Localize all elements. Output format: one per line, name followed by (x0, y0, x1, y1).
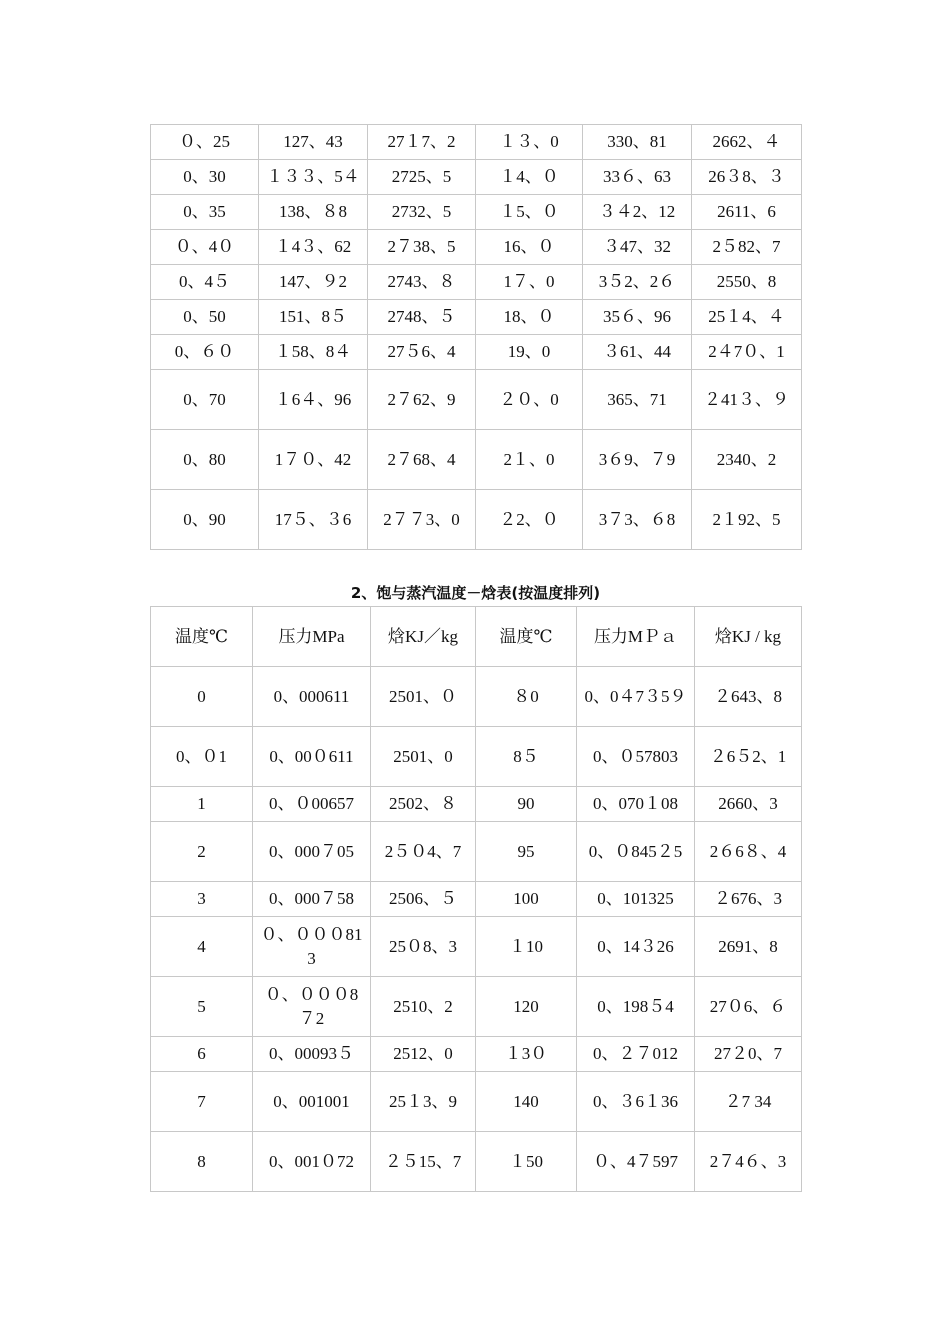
table-cell: 365、71 (583, 370, 692, 430)
table-cell: 27０6、６ (695, 977, 802, 1037)
table-cell: ０、０００813 (253, 917, 371, 977)
table-cell: １10 (476, 917, 577, 977)
table-cell: 0、000７05 (253, 822, 371, 882)
table-row (151, 160, 802, 195)
table-cell: 0、14３26 (577, 917, 695, 977)
table-cell: 2４7０、1 (692, 335, 802, 370)
table-row (151, 125, 802, 160)
table-cell: 0、０1 (151, 727, 253, 787)
table-cell: 3５2、2６ (583, 265, 692, 300)
table-cell: 90 (476, 787, 577, 822)
table-row (151, 195, 802, 230)
header-cell: 压力MＰａ (577, 607, 695, 667)
table-cell: 1 (151, 787, 253, 822)
table-row (151, 667, 802, 727)
table-cell: 0、198５4 (577, 977, 695, 1037)
table-cell: 2１92、5 (692, 490, 802, 550)
table-cell: 0、０57803 (577, 727, 695, 787)
table-cell: 100 (476, 882, 577, 917)
table-cell: ２５15、7 (371, 1132, 476, 1192)
table-cell: 0、50 (151, 300, 259, 335)
table-cell: 0、00093５ (253, 1037, 371, 1072)
table-cell: 0、00０611 (253, 727, 371, 787)
table-cell: ２6５2、1 (695, 727, 802, 787)
table-row (151, 300, 802, 335)
table-cell: 0、4５ (151, 265, 259, 300)
table-cell: 0、０00657 (253, 787, 371, 822)
table-cell: 330、81 (583, 125, 692, 160)
table-row (151, 430, 802, 490)
header-row (151, 607, 802, 667)
table-cell: ３４2、12 (583, 195, 692, 230)
saturated-steam-temperature-table (150, 606, 802, 1192)
table-cell: １4、０ (476, 160, 583, 195)
table-cell: 2506、５ (371, 882, 476, 917)
header-cell: 温度℃ (151, 607, 253, 667)
table-cell: 0、000７58 (253, 882, 371, 917)
table-cell: 3 (151, 882, 253, 917)
table-cell: 2501、0 (371, 727, 476, 787)
table-cell: 2７７3、0 (368, 490, 476, 550)
table-cell: 2743、８ (368, 265, 476, 300)
table-cell: ２643、8 (695, 667, 802, 727)
header-cell: 焓KJ／kg (371, 607, 476, 667)
table-cell: 25１4、４ (692, 300, 802, 335)
table-cell: 26３8、３ (692, 160, 802, 195)
table-cell: 2550、8 (692, 265, 802, 300)
table-row (151, 1132, 802, 1192)
table-cell: 17５、３6 (259, 490, 368, 550)
table-cell: 0 (151, 667, 253, 727)
table-cell: 2340、2 (692, 430, 802, 490)
table-row (151, 977, 802, 1037)
table-cell: 4 (151, 917, 253, 977)
table-row (151, 370, 802, 430)
table-cell: ２2、０ (476, 490, 583, 550)
table-cell: ２7 34 (695, 1072, 802, 1132)
header-cell: 焓KJ / kg (695, 607, 802, 667)
table-cell: 2660、3 (695, 787, 802, 822)
table-cell: 2１、0 (476, 430, 583, 490)
table-cell: 8 (151, 1132, 253, 1192)
table-row (151, 265, 802, 300)
table-row (151, 335, 802, 370)
table-cell: 140 (476, 1072, 577, 1132)
table-cell: 3７3、６8 (583, 490, 692, 550)
table-cell: 0、30 (151, 160, 259, 195)
table-cell: 2662、４ (692, 125, 802, 160)
table-row (151, 882, 802, 917)
table-cell: 19、0 (476, 335, 583, 370)
table-cell: １３、0 (476, 125, 583, 160)
table-cell: 2５82、7 (692, 230, 802, 265)
table-cell: １50 (476, 1132, 577, 1192)
table-cell: １5、０ (476, 195, 583, 230)
table-cell: ３47、32 (583, 230, 692, 265)
table-cell: ０、０００8７2 (253, 977, 371, 1037)
table-cell: 0、101325 (577, 882, 695, 917)
table-caption: 2、饱与蒸汽温度－焓表(按温度排列) (350, 584, 601, 602)
table-cell: 3６9、７9 (583, 430, 692, 490)
table-cell: １58、8４ (259, 335, 368, 370)
header-cell: 压力MPa (253, 607, 371, 667)
table-cell: １4３、62 (259, 230, 368, 265)
table-cell: 2６6８、4 (695, 822, 802, 882)
table-cell: 1７、0 (476, 265, 583, 300)
table-cell: １6４、96 (259, 370, 368, 430)
table-cell: １３３、5４ (259, 160, 368, 195)
table-cell: 0、２７012 (577, 1037, 695, 1072)
table-cell: 2512、0 (371, 1037, 476, 1072)
table-row (151, 917, 802, 977)
table-cell: ２０、0 (476, 370, 583, 430)
table-row (151, 1037, 802, 1072)
table-cell: 2５０4、7 (371, 822, 476, 882)
table-cell: 2732、5 (368, 195, 476, 230)
table-cell: 0、000611 (253, 667, 371, 727)
table-cell: 0、35 (151, 195, 259, 230)
table-cell: 0、0４7３5９ (577, 667, 695, 727)
table-cell: ３61、44 (583, 335, 692, 370)
table-cell: ０、4７597 (577, 1132, 695, 1192)
table-cell: 0、70 (151, 370, 259, 430)
table-cell: 27２0、7 (695, 1037, 802, 1072)
table-cell: 2７62、9 (368, 370, 476, 430)
table-cell: 2611、6 (692, 195, 802, 230)
table-cell: 2510、2 (371, 977, 476, 1037)
table-cell: 2725、5 (368, 160, 476, 195)
table-cell: 5 (151, 977, 253, 1037)
table-row (151, 230, 802, 265)
table-cell: ２676、3 (695, 882, 802, 917)
table-cell: 27１7、2 (368, 125, 476, 160)
table-cell: 151、8５ (259, 300, 368, 335)
table-cell: 0、001001 (253, 1072, 371, 1132)
table-cell: 35６、96 (583, 300, 692, 335)
table-cell: 0、80 (151, 430, 259, 490)
header-cell: 温度℃ (476, 607, 577, 667)
table-row (151, 1072, 802, 1132)
table-cell: 25０8、3 (371, 917, 476, 977)
table-cell: 127、43 (259, 125, 368, 160)
table-cell: ０、4０ (151, 230, 259, 265)
steam-pressure-table (150, 124, 802, 550)
table-cell: 2７4６、3 (695, 1132, 802, 1192)
table-row (151, 787, 802, 822)
table-cell: 138、８8 (259, 195, 368, 230)
table-row (151, 822, 802, 882)
table-cell: 95 (476, 822, 577, 882)
table-cell: 33６、63 (583, 160, 692, 195)
table-cell: 6 (151, 1037, 253, 1072)
table-cell: 2748、５ (368, 300, 476, 335)
table-cell: 2501、０ (371, 667, 476, 727)
table-cell: 147、９2 (259, 265, 368, 300)
table-cell: 16、０ (476, 230, 583, 265)
table-cell: １3０ (476, 1037, 577, 1072)
table-cell: 0、３6１36 (577, 1072, 695, 1132)
table-cell: 8５ (476, 727, 577, 787)
table-cell: 0、０845２5 (577, 822, 695, 882)
table-cell: 27５6、4 (368, 335, 476, 370)
table-cell: 120 (476, 977, 577, 1037)
table-cell: 18、０ (476, 300, 583, 335)
table-cell: 1７０、42 (259, 430, 368, 490)
table-cell: 0、６０ (151, 335, 259, 370)
table-cell: ０、25 (151, 125, 259, 160)
table-cell: 0、070１08 (577, 787, 695, 822)
table-cell: 2７68、4 (368, 430, 476, 490)
table-cell: 2502、８ (371, 787, 476, 822)
table-cell: 7 (151, 1072, 253, 1132)
table-cell: ８0 (476, 667, 577, 727)
table-row (151, 490, 802, 550)
table-cell: 2 (151, 822, 253, 882)
table-row (151, 727, 802, 787)
table-cell: ２41３、９ (692, 370, 802, 430)
table-cell: 2７38、5 (368, 230, 476, 265)
table-cell: 2691、8 (695, 917, 802, 977)
table-cell: 0、001０72 (253, 1132, 371, 1192)
table-cell: 25１3、9 (371, 1072, 476, 1132)
table-cell: 0、90 (151, 490, 259, 550)
